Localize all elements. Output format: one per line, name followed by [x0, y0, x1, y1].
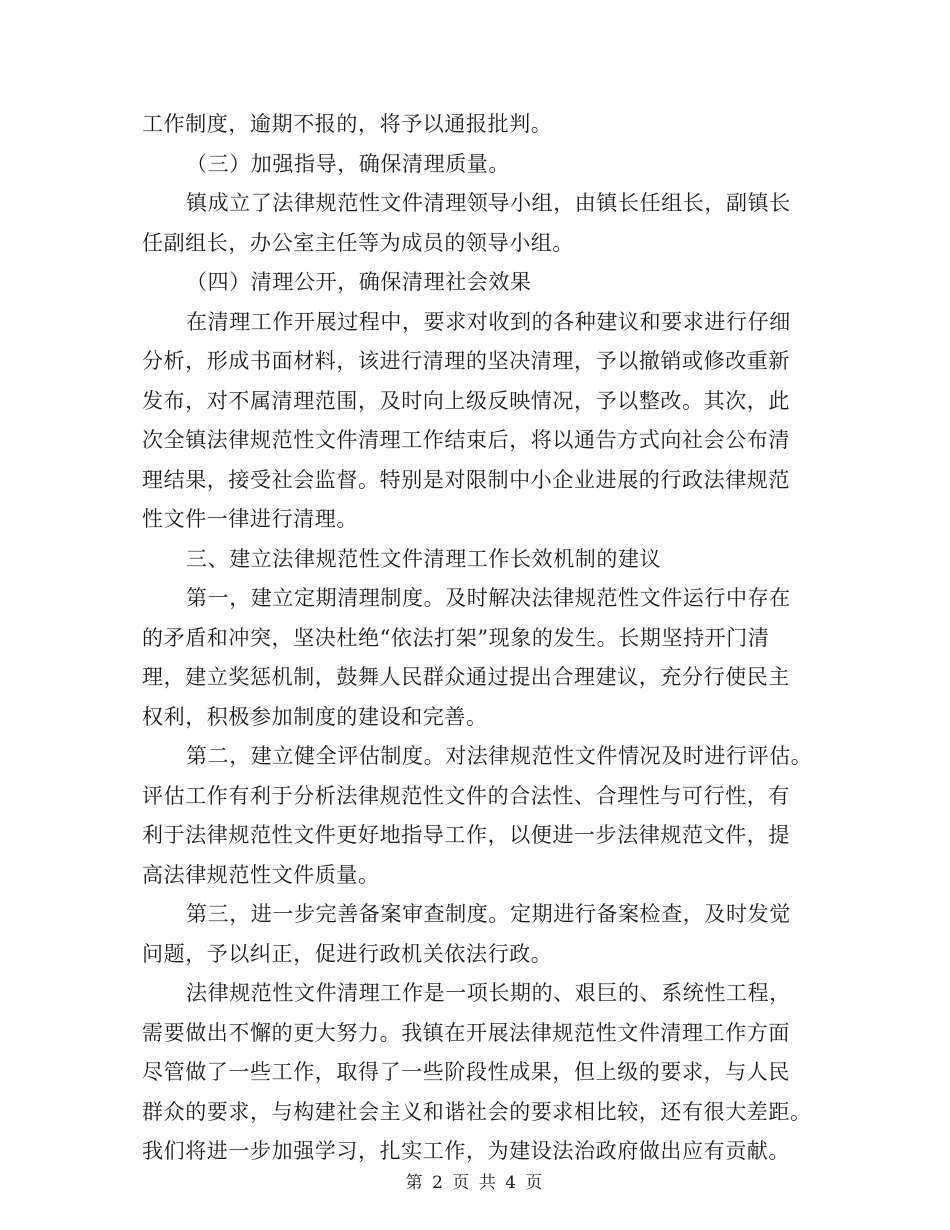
text-line: 的矛盾和冲突，坚决杜绝“依法打架”现象的发生。长期坚持开门清 [142, 625, 770, 650]
text-line: 发布，对不属清理范围，及时向上级反映情况，予以整改。其次，此 [142, 388, 790, 413]
text-line: 理结果，接受社会监督。特别是对限制中小企业进展的行政法律规范 [142, 467, 790, 492]
text-line: 第一，建立定期清理制度。及时解决法律规范性文件运行中存在 [186, 586, 791, 610]
body-text [142, 105, 822, 1172]
text-line: 尽管做了一些工作，取得了一些阶段性成果，但上级的要求，与人民 [142, 1060, 790, 1084]
text-line: 利于法律规范性文件更好地指导工作，以便进一步法律规范文件，提 [142, 823, 790, 847]
text-line: 权利，积极参加制度的建设和完善。 [142, 704, 488, 729]
text-line: 任副组长，办公室主任等为成员的领导小组。 [142, 230, 574, 255]
text-line: 问题，予以纠正，促进行政机关依法行政。 [142, 941, 553, 966]
text-line: 群众的要求，与构建社会主义和谐社会的要求相比较，还有很大差距。 [142, 1099, 812, 1124]
page-footer: 第 2 页 共 4 页 [405, 1173, 545, 1193]
text-line: 评估工作有利于分析法律规范性文件的合法性、合理性与可行性，有 [142, 783, 790, 808]
text-line: 在清理工作开展过程中，要求对收到的各种建议和要求进行仔细 [186, 309, 791, 334]
text-line: 高法律规范性文件质量。 [142, 862, 380, 887]
text-line: 镇成立了法律规范性文件清理领导小组，由镇长任组长，副镇长 [186, 191, 791, 215]
text-line: 第二，建立健全评估制度。对法律规范性文件情况及时进行评估。 [186, 744, 813, 768]
text-line: 理，建立奖惩机制，鼓舞人民群众通过提出合理建议，充分行使民主 [142, 665, 790, 689]
section-heading: （三）加强指导，确保清理质量。 [186, 151, 510, 176]
text-line: 第三，进一步完善备案审查制度。定期进行备案检查，及时发觉 [186, 902, 791, 926]
text-line: 我们将进一步加强学习，扎实工作，为建设法治政府做出应有贡献。 [142, 1139, 790, 1163]
text-line: 性文件一律进行清理。 [142, 507, 358, 531]
text-line: 分析，形成书面材料，该进行清理的坚决清理，予以撤销或修改重新 [142, 349, 790, 373]
text-line: 次全镇法律规范性文件清理工作结束后，将以通告方式向社会公布清 [142, 428, 790, 452]
text-line: 法律规范性文件清理工作是一项长期的、艰巨的、系统性工程， [186, 981, 791, 1005]
text-line: 需要做出不懈的更大努力。我镇在开展法律规范性文件清理工作方面 [142, 1020, 790, 1045]
section-heading: （四）清理公开，确保清理社会效果 [186, 270, 532, 294]
section-heading: 三、建立法律规范性文件清理工作长效机制的建议 [186, 546, 662, 571]
text-line: 工作制度，逾期不报的，将予以通报批判。 [142, 112, 553, 136]
